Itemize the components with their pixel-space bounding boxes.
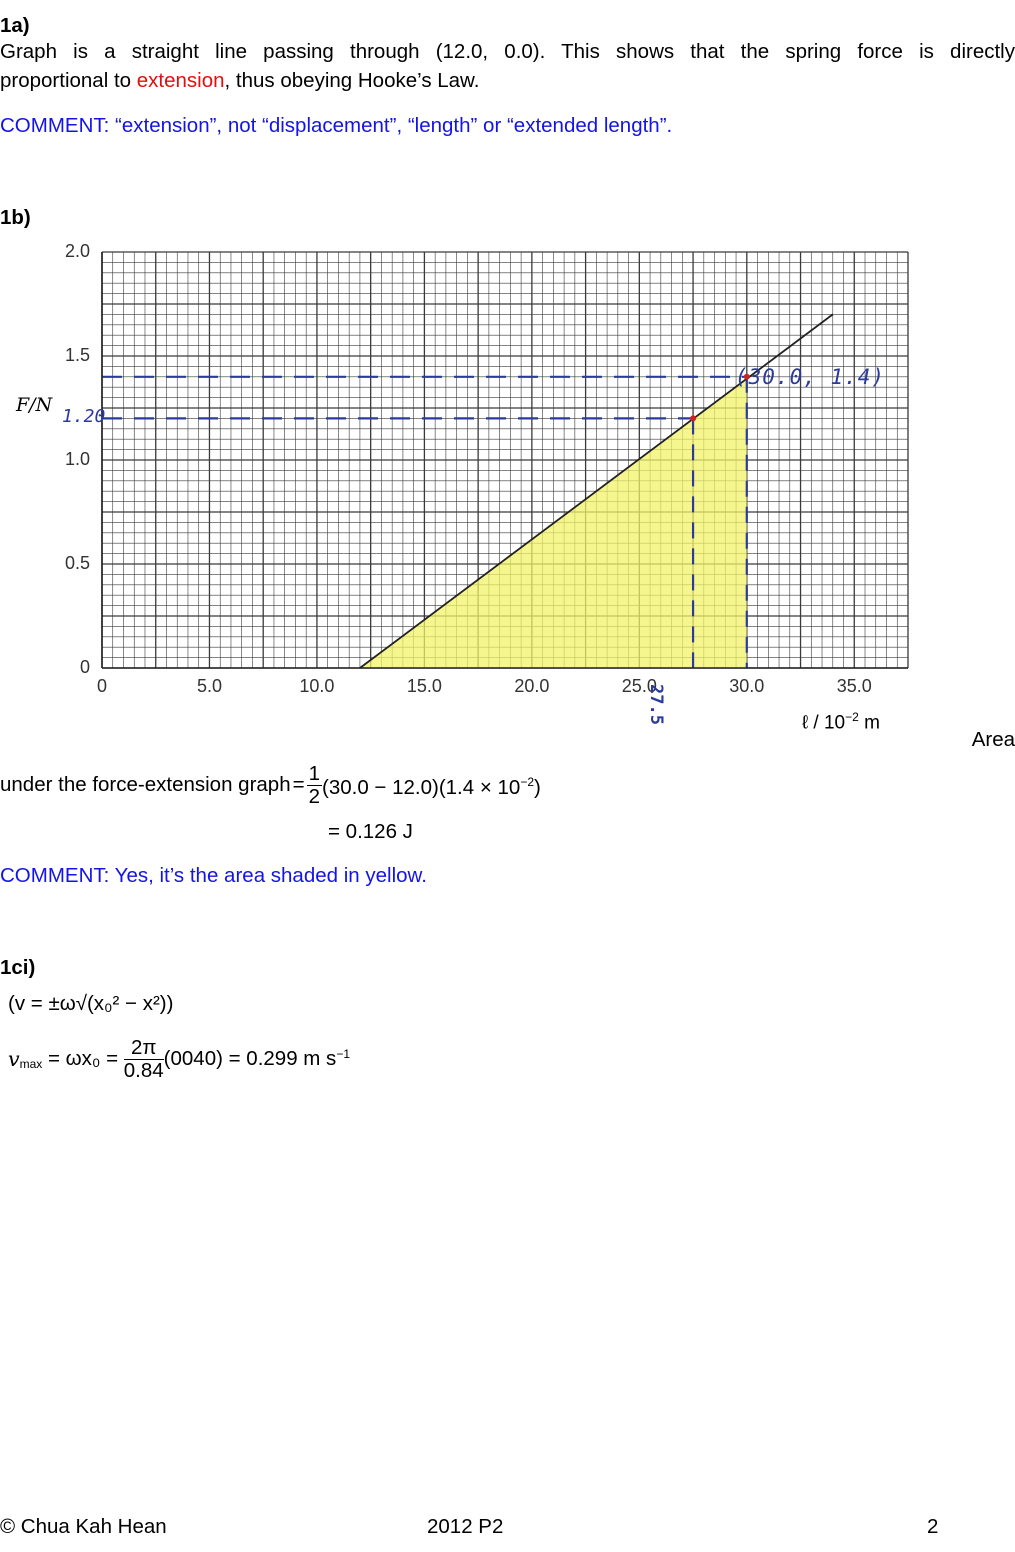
footer-copyright: © Chua Kah Hean — [0, 1515, 167, 1538]
footer-paper: 2012 P2 — [427, 1515, 504, 1538]
q1b-fraction: $\frac{1}{2}$ — [308, 761, 320, 808]
footer-page-number: 2 — [927, 1515, 939, 1538]
x-mark-annotation: 27.5 — [646, 684, 666, 725]
q1a-line1: Graph is a straight line passing through (12.0, 0.0). This shows that the spring force is directly — [0, 40, 1015, 63]
x-tick-label: 15.0 — [406, 676, 442, 696]
q1a-comment: COMMENT: “extension”, not “displacement”, “length” or “extended length”. — [0, 114, 673, 137]
heading-1b: 1b) — [0, 206, 31, 229]
q1b-line-pre: under the force-extension graph — [0, 773, 291, 796]
q1b-comment: COMMENT: Yes, it’s the area shaded in yellow. — [0, 864, 427, 887]
q1ci-equation-2: v $_{max}$ = ωx₀ = $\frac{2\pi}{0.84}$ (0040) = 0.299 m s $^{-1}$ — [8, 1035, 350, 1082]
x-tick-label: 25.0 — [621, 676, 657, 696]
x-tick-label: 0 — [96, 676, 107, 696]
x-axis-label: ℓ / $10^{-2}$ m — [802, 710, 880, 734]
x-tick-label: 35.0 — [836, 676, 872, 696]
x-tick-label: 5.0 — [196, 676, 222, 696]
area-word: Area — [971, 728, 1015, 751]
y-axis-label: F/N — [16, 394, 53, 416]
y-tick-label: 0 — [79, 657, 90, 677]
y-mark-annotation: 1.20 — [62, 406, 106, 427]
y-tick-label: 1.5 — [64, 345, 90, 365]
x-tick-label: 10.0 — [299, 676, 335, 696]
q1a-extension-word: extension — [136, 69, 225, 92]
q1a-line2-post: , thus obeying Hooke’s Law. — [224, 69, 480, 92]
q1ci-equation-1: (v = ±ω√(x₀² − x²)) — [8, 992, 174, 1015]
q1b-expression: $(30.0 - 12.0)(1.4 \times 10^{-2})$ — [322, 775, 541, 799]
heading-1a: 1a) — [0, 14, 30, 37]
q1b-result: = 0.126 J — [328, 820, 413, 843]
q1a-line2-pre: proportional to — [0, 69, 137, 92]
q1a-line2 — [0, 67, 479, 95]
y-tick-label: 0.5 — [64, 553, 90, 573]
heading-1ci: 1ci) — [0, 956, 36, 979]
x-tick-label: 30.0 — [729, 676, 765, 696]
y-tick-label: 1.0 — [64, 449, 90, 469]
point-annotation: (30.0, 1.4) — [735, 365, 886, 389]
q1b-equation: under the force-extension graph = $\frac{1}{2}$ $(30.0 - 12.0)(1.4 \times 10^{-2})$ — [0, 761, 541, 808]
q1ci-fraction: $\frac{2\pi}{0.84}$ — [123, 1035, 164, 1082]
y-tick-label: 2.0 — [64, 241, 90, 261]
x-tick-label: 20.0 — [514, 676, 550, 696]
chart-labels — [0, 236, 1015, 741]
